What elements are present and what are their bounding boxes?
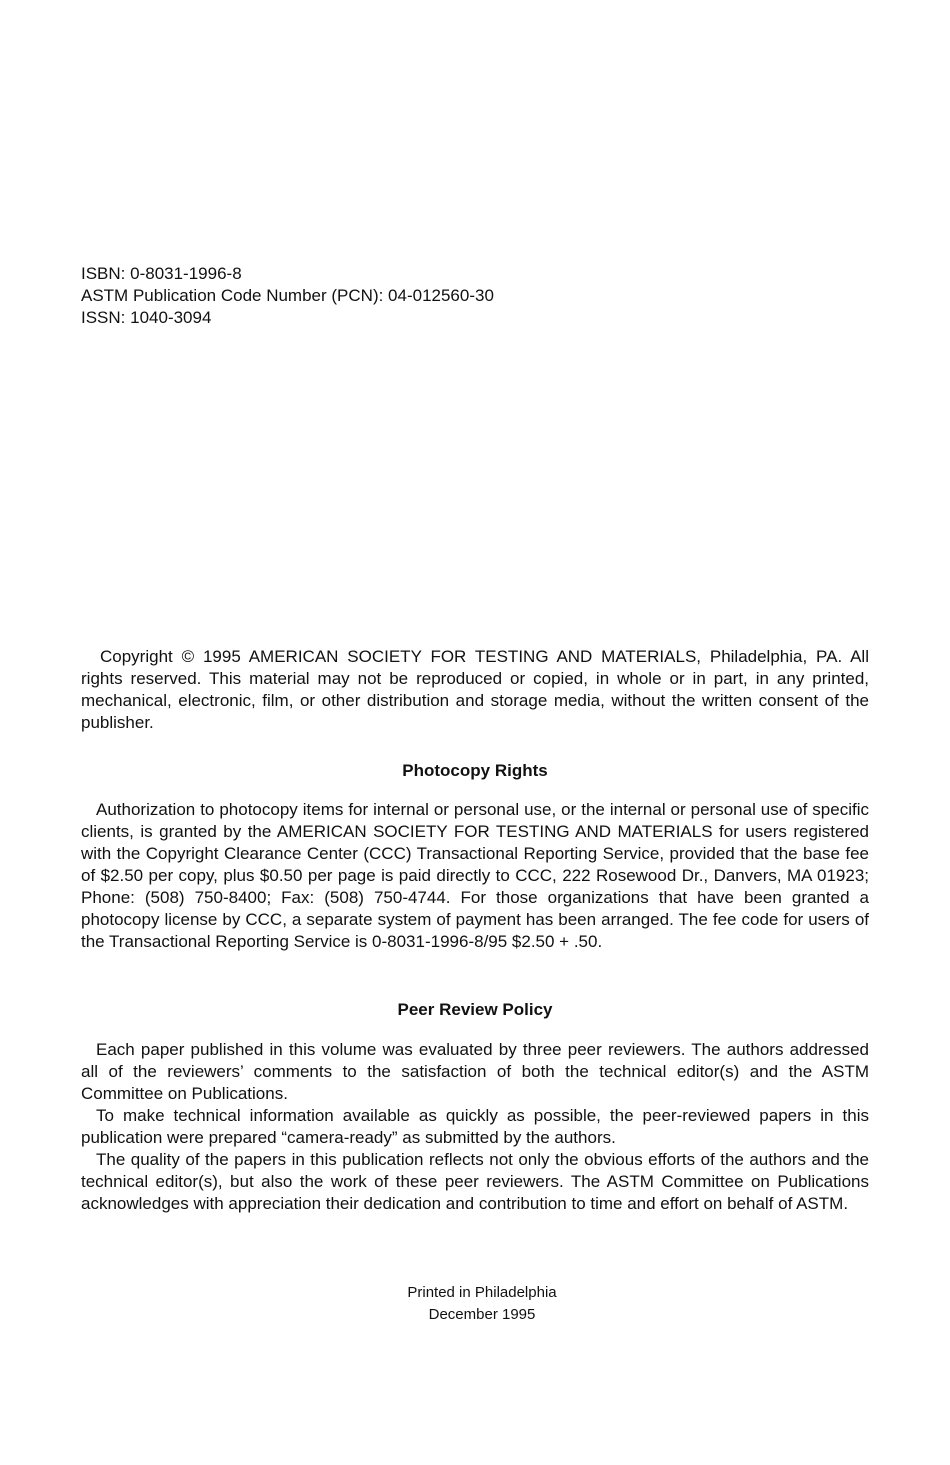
photocopy-rights-heading: Photocopy Rights [402, 761, 548, 780]
isbn: ISBN: 0-8031-1996-8 [81, 264, 242, 283]
pcn: ASTM Publication Code Number (PCN): 04-012560-30 [81, 286, 494, 305]
copyright-notice [81, 646, 869, 734]
copyright-text: Copyright © 1995 AMERICAN SOCIETY FOR TESTING AND MATERIALS, Philadelphia, PA. All rights reserved. This material may not be reproduced or copied, in whole or in part, in any printed, mechanical, electronic, film, or other distribution and storage media, without the written consent of the publisher. [81, 647, 869, 732]
printed-location: Printed in Philadelphia [407, 1284, 557, 1301]
copyright-page [81, 0, 869, 1465]
publication-identifiers [81, 263, 494, 329]
photocopy-rights-body [81, 799, 869, 953]
peer-review-paragraph: To make technical information available as quickly as possible, the peer-reviewed papers in this publication were prepared “camera-ready” as submitted by the authors. [81, 1106, 869, 1147]
peer-review-heading: Peer Review Policy [397, 1000, 553, 1019]
imprint [81, 1282, 883, 1326]
peer-review-paragraph: The quality of the papers in this publication reflects not only the obvious efforts of the authors and the technical editor(s), but also the work of these peer reviewers. The ASTM Committee on Publications acknowledges with appreciation their dedication and contribution to time and effort on behalf of ASTM. [81, 1150, 869, 1213]
printed-date: December 1995 [428, 1306, 536, 1323]
peer-review-paragraph: Each paper published in this volume was evaluated by three peer reviewers. The authors addressed all of the reviewers’ comments to the satisfaction of both the technical editor(s) and the ASTM Committee on Publications. [81, 1040, 869, 1103]
peer-review-body [81, 1039, 869, 1215]
issn: ISSN: 1040-3094 [81, 308, 212, 327]
photocopy-paragraph: Authorization to photocopy items for internal or personal use, or the internal or personal use of specific clients, is granted by the AMERICAN SOCIETY FOR TESTING AND MATERIALS for users registered with the Copyright Clearance Center (CCC) Transactional Reporting Service, provided that the base fee of $2.50 per copy, plus $0.50 per page is paid directly to CCC, 222 Rosewood Dr., Danvers, MA 01923; Phone: (508) 750-8400; Fax: (508) 750-4744. For those organizations that have been granted a photocopy license by CCC, a separate system of payment has been arranged. The fee code for users of the Transactional Reporting Service is 0-8031-1996-8/95 $2.50 + .50. [81, 800, 869, 951]
